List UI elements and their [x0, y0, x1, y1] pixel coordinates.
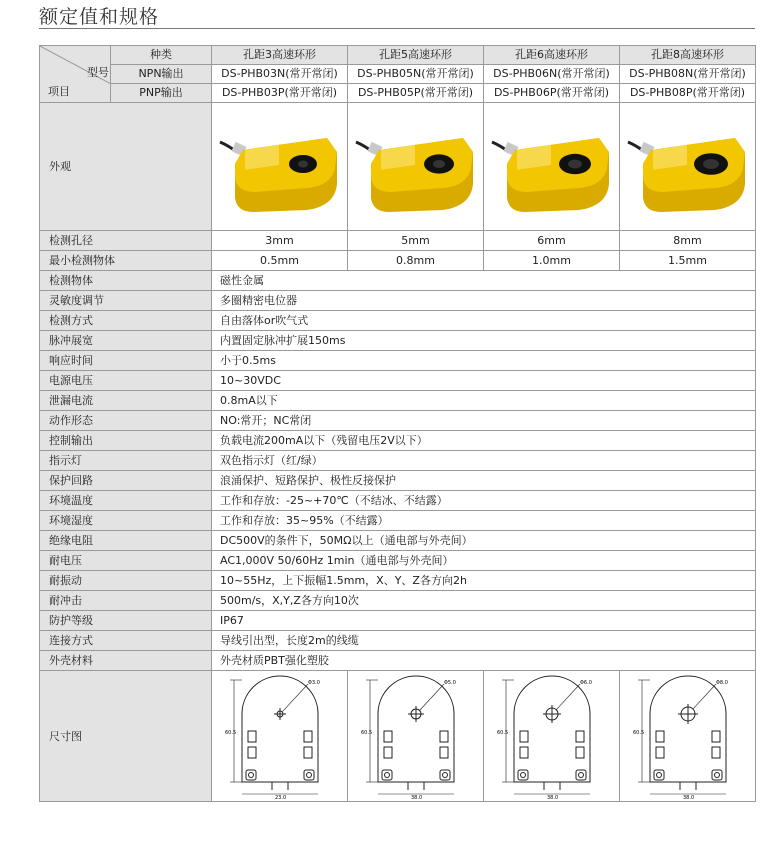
spec-row [40, 291, 756, 311]
spec-value: 500m/s，X,Y,Z各方向10次 [212, 591, 756, 611]
pnp-model-1: DS-PHB05P(常开常闭) [348, 84, 484, 103]
spec-row [40, 311, 756, 331]
spec-value: 0.8mm [348, 251, 484, 271]
spec-row [40, 451, 756, 471]
spec-row [40, 251, 756, 271]
spec-value: 工作和存放：-25~+70℃（不结冰、不结露） [212, 491, 756, 511]
npn-model-0: DS-PHB03N(常开常闭) [212, 65, 348, 84]
spec-value: 双色指示灯（红/绿） [212, 451, 756, 471]
spec-value: AC1,000V 50/60Hz 1min（通电部与外壳间） [212, 551, 756, 571]
pnp-label: PNP输出 [111, 84, 212, 103]
spec-row [40, 431, 756, 451]
spec-value: 负载电流200mA以下（残留电压2V以下） [212, 431, 756, 451]
product-photo-1 [348, 103, 484, 231]
hole-dimension: Φ6.0 [579, 679, 592, 686]
spec-label: 最小检测物体 [40, 251, 212, 271]
spec-row [40, 351, 756, 371]
kind-2: 孔距6高速环形 [484, 46, 620, 65]
width-dimension: 38.0 [682, 794, 694, 799]
spec-value: 6mm [484, 231, 620, 251]
sensor-illustration [215, 112, 345, 222]
spec-row [40, 571, 756, 591]
spec-label: 环境温度 [40, 491, 212, 511]
spec-value: NO:常开；NC常闭 [212, 411, 756, 431]
spec-label: 检测物体 [40, 271, 212, 291]
dimension-drawing [620, 671, 756, 802]
spec-value: 1.0mm [484, 251, 620, 271]
spec-label: 防护等级 [40, 611, 212, 631]
dimension-drawing [212, 671, 348, 802]
spec-value: DC500V的条件下，50MΩ以上（通电部与外壳间） [212, 531, 756, 551]
spec-label: 灵敏度调节 [40, 291, 212, 311]
spec-value: 10~55Hz，上下振幅1.5mm，X、Y、Z各方向2h [212, 571, 756, 591]
product-photo-3 [620, 103, 756, 231]
spec-label: 检测方式 [40, 311, 212, 331]
spec-label: 电源电压 [40, 371, 212, 391]
spec-label: 检测孔径 [40, 231, 212, 251]
spec-value: 工作和存放：35~95%（不结露） [212, 511, 756, 531]
pnp-model-2: DS-PHB06P(常开常闭) [484, 84, 620, 103]
pnp-model-3: DS-PHB08P(常开常闭) [620, 84, 756, 103]
width-dimension: 38.0 [410, 794, 422, 799]
spec-label: 绝缘电阻 [40, 531, 212, 551]
dimension-row [40, 671, 756, 802]
spec-value: 浪涌保护、短路保护、极性反接保护 [212, 471, 756, 491]
spec-row [40, 651, 756, 671]
spec-value: 5mm [348, 231, 484, 251]
spec-value: 1.5mm [620, 251, 756, 271]
kind-1: 孔距5高速环形 [348, 46, 484, 65]
appearance-label: 外观 [40, 103, 212, 231]
model-label: 型号 [87, 66, 109, 79]
npn-model-2: DS-PHB06N(常开常闭) [484, 65, 620, 84]
spec-label: 脉冲展宽 [40, 331, 212, 351]
spec-value: 内置固定脉冲扩展150ms [212, 331, 756, 351]
hole-dimension: Φ5.0 [443, 679, 456, 686]
spec-value: 磁性金属 [212, 271, 756, 291]
spec-label: 响应时间 [40, 351, 212, 371]
spec-row [40, 411, 756, 431]
sensor-illustration [487, 112, 617, 222]
spec-row [40, 511, 756, 531]
spec-row [40, 631, 756, 651]
product-photo-0 [212, 103, 348, 231]
width-dimension: 38.0 [546, 794, 558, 799]
spec-row [40, 471, 756, 491]
spec-row [40, 591, 756, 611]
npn-model-1: DS-PHB05N(常开常闭) [348, 65, 484, 84]
spec-row [40, 331, 756, 351]
sensor-illustration [351, 112, 481, 222]
spec-label: 连接方式 [40, 631, 212, 651]
height-dimension: 60.5 [224, 729, 236, 736]
spec-value: 0.8mA以下 [212, 391, 756, 411]
spec-table [39, 45, 756, 802]
type-label: 种类 [111, 46, 212, 65]
kind-3: 孔距8高速环形 [620, 46, 756, 65]
header-corner-cell [40, 46, 111, 103]
product-photo-2 [484, 103, 620, 231]
spec-label: 环境湿度 [40, 511, 212, 531]
page-title: 额定值和规格 [39, 6, 160, 28]
spec-row [40, 611, 756, 631]
spec-row [40, 391, 756, 411]
item-label: 项目 [48, 85, 70, 98]
dimension-label: 尺寸图 [40, 671, 212, 802]
sensor-illustration [623, 112, 753, 222]
spec-label: 动作形态 [40, 411, 212, 431]
spec-value: 自由落体or吹气式 [212, 311, 756, 331]
height-dimension: 60.5 [632, 729, 644, 736]
height-dimension: 60.5 [496, 729, 508, 736]
spec-row [40, 491, 756, 511]
spec-value: 10~30VDC [212, 371, 756, 391]
npn-label: NPN输出 [111, 65, 212, 84]
spec-value: 小于0.5ms [212, 351, 756, 371]
spec-row [40, 531, 756, 551]
hole-dimension: Φ3.0 [307, 679, 320, 686]
spec-row [40, 371, 756, 391]
spec-label: 耐冲击 [40, 591, 212, 611]
npn-model-3: DS-PHB08N(常开常闭) [620, 65, 756, 84]
kind-0: 孔距3高速环形 [212, 46, 348, 65]
spec-label: 耐振动 [40, 571, 212, 591]
spec-value: 多圈精密电位器 [212, 291, 756, 311]
spec-label: 指示灯 [40, 451, 212, 471]
spec-value: 导线引出型，长度2m的线缆 [212, 631, 756, 651]
spec-label: 外壳材料 [40, 651, 212, 671]
height-dimension: 60.5 [360, 729, 372, 736]
spec-row [40, 551, 756, 571]
spec-row [40, 231, 756, 251]
title-divider [39, 28, 755, 29]
width-dimension: 23.0 [274, 794, 286, 799]
spec-value: IP67 [212, 611, 756, 631]
spec-row [40, 271, 756, 291]
dimension-drawing [348, 671, 484, 802]
spec-value: 外壳材质PBT强化塑胶 [212, 651, 756, 671]
pnp-model-0: DS-PHB03P(常开常闭) [212, 84, 348, 103]
spec-value: 8mm [620, 231, 756, 251]
spec-label: 控制输出 [40, 431, 212, 451]
dimension-drawing [484, 671, 620, 802]
spec-value: 3mm [212, 231, 348, 251]
spec-value: 0.5mm [212, 251, 348, 271]
spec-label: 耐电压 [40, 551, 212, 571]
spec-label: 泄漏电流 [40, 391, 212, 411]
spec-label: 保护回路 [40, 471, 212, 491]
hole-dimension: Φ8.0 [715, 679, 728, 686]
